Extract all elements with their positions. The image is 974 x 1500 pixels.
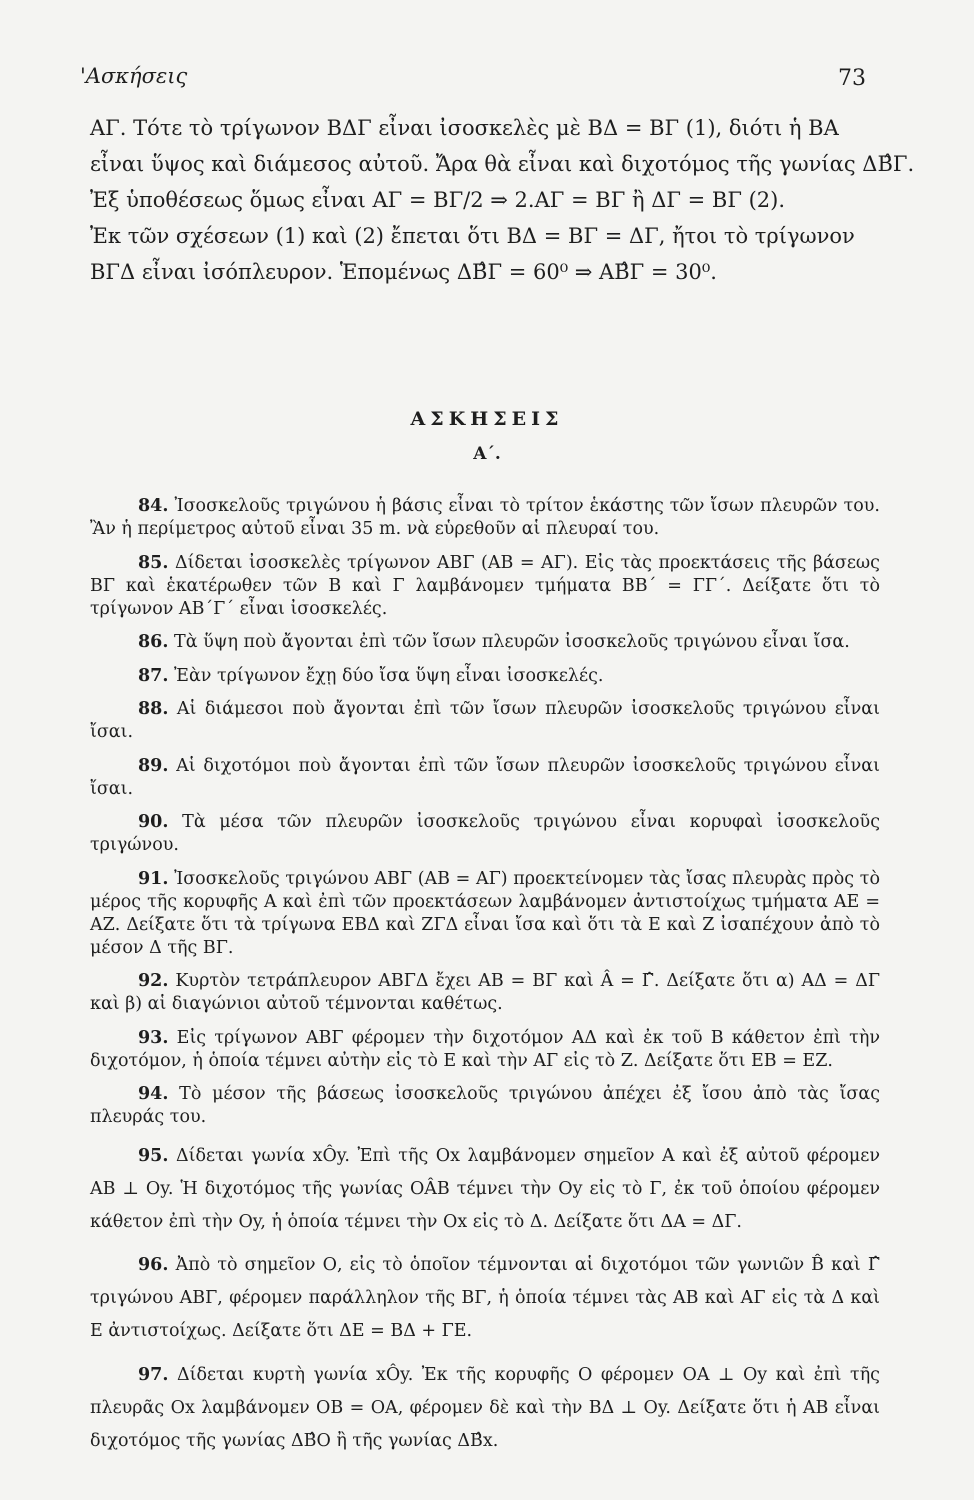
exercise-text: Ἰσοσκελοῦς τριγώνου ΑΒΓ (ΑΒ = ΑΓ) προεκτείνομεν τὰς ἴσας πλευρὰς πρὸς τὸ μέρος τῆς κορυφῆς Α καὶ ἐπὶ τῶν προεκτάσεων λαμβάνομεν ἀντιστοίχως τμήματα ΑΕ = ΑΖ. Δείξατε ὅτι τὰ τρίγωνα ΕΒΔ καὶ ΖΓΔ εἶναι ἴσα καὶ ὅτι τὰ Ε καὶ Ζ ἰσαπέχουν ἀπὸ τὸ μέσον Δ τῆς ΒΓ.: [90, 868, 880, 958]
exercise-number: 84.: [138, 496, 169, 516]
exercise-item: [90, 1359, 880, 1458]
page-number: 73: [838, 66, 866, 91]
exercise-text: Δίδεται ἰσοσκελὲς τρίγωνον ΑΒΓ (ΑΒ = ΑΓ). Εἰς τὰς προεκτάσεις τῆς βάσεως ΒΓ καὶ ἑκατέρωθεν τῶν Β καὶ Γ λαμβάνομεν τμήματα ΒΒ΄ = ΓΓ΄. Δείξατε ὅτι τὸ τρίγωνον ΑΒ΄Γ΄ εἶναι ἰσοσκελές.: [90, 552, 880, 619]
exercise-item: [90, 631, 880, 654]
exercise-text: Τὰ μέσα τῶν πλευρῶν ἰσοσκελοῦς τριγώνου εἶναι κορυφαὶ ἰσοσκελοῦς τριγώνου.: [90, 812, 880, 855]
exercise-number: 97.: [138, 1364, 169, 1385]
section-subtitle: Α΄.: [473, 444, 501, 464]
exercise-item: [90, 698, 880, 744]
exercise-text: Δίδεται κυρτὴ γωνία xÔy. Ἐκ τῆς κορυφῆς Ο φέρομεν ΟΑ ⊥ Οy καὶ ἐπὶ τῆς πλευρᾶς Οx λαμβάνομεν ΟΒ = ΟΑ, φέρομεν δὲ καὶ τὴν ΒΔ ⊥ Οy. Δείξατε ὅτι ἡ ΑΒ εἶναι διχοτόμος τῆς γωνίας ΔΒ̂Ο ἢ τῆς γωνίας ΔΒ̂x.: [90, 1364, 880, 1451]
exercise-text: Αἱ διάμεσοι ποὺ ἄγονται ἐπὶ τῶν ἴσων πλευρῶν ἰσοσκελοῦς τριγώνου εἶναι ἴσαι.: [90, 699, 880, 742]
exercise-list: [90, 495, 880, 1468]
exercise-text: Τὰ ὕψη ποὺ ἄγονται ἐπὶ τῶν ἴσων πλευρῶν ἰσοσκελοῦς τριγώνου εἶναι ἴσα.: [174, 632, 850, 652]
exercise-number: 85.: [138, 552, 169, 573]
exercise-number: 94.: [138, 1084, 169, 1104]
exercise-text: Δίδεται γωνία xÔy. Ἐπὶ τῆς Οx λαμβάνομεν σημεῖον Α καὶ ἐξ αὐτοῦ φέρομεν ΑΒ ⊥ Οy. Ἡ διχοτόμος τῆς γωνίας ΟÂΒ τέμνει τὴν Οy εἰς τὸ Γ, ἐκ τοῦ ὁποίου φέρομεν κάθετον ἐπὶ τὴν Οy, ἡ ὁποία τέμνει τὴν Οx εἰς τὸ Δ. Δείξατε ὅτι ΔΑ = ΔΓ.: [90, 1145, 880, 1232]
exercise-number: 93.: [138, 1027, 169, 1048]
text-line: Ἐξ ὑποθέσεως ὅμως εἶναι ΑΓ = ΒΓ/2 ⇒ 2.ΑΓ = ΒΓ ἢ ΔΓ = ΒΓ (2).: [90, 188, 785, 212]
exercise-item: [90, 755, 880, 801]
exercise-number: 88.: [138, 699, 169, 719]
exercise-number: 92.: [138, 971, 169, 991]
text-line: ΒΓΔ εἶναι ἰσόπλευρον. Ἑπομένως ΔΒ̂Γ = 60⁰ ⇒ ΑΒ̂Γ = 30⁰.: [90, 260, 717, 284]
exercise-text: Εἰς τρίγωνον ΑΒΓ φέρομεν τὴν διχοτόμον ΑΔ καὶ ἐκ τοῦ Β κάθετον ἐπὶ τὴν διχοτόμον, ἡ ὁποία τέμνει αὐτὴν εἰς τὸ Ε καὶ τὴν ΑΓ εἰς τὸ Ζ. Δείξατε ὅτι ΕΒ = ΕΖ.: [90, 1027, 880, 1071]
exercise-item: [90, 868, 880, 960]
exercise-text: Τὸ μέσον τῆς βάσεως ἰσοσκελοῦς τριγώνου ἀπέχει ἐξ ἴσου ἀπὸ τὰς ἴσας πλευράς του.: [90, 1084, 880, 1127]
exercise-text: Ἐὰν τρίγωνον ἔχῃ δύο ἴσα ὕψη εἶναι ἰσοσκελές.: [174, 665, 604, 686]
section-title: ΑΣΚΗΣΕΙΣ: [410, 408, 564, 430]
text-line: Ἐκ τῶν σχέσεων (1) καὶ (2) ἔπεται ὅτι ΒΔ = ΒΓ = ΔΓ, ἤτοι τὸ τρίγωνον: [90, 224, 855, 248]
running-header: 'Ασκήσεις: [80, 64, 188, 88]
exercise-item: [90, 1249, 880, 1348]
exercise-item: [90, 1140, 880, 1239]
exercise-number: 96.: [138, 1255, 169, 1275]
exercise-number: 91.: [138, 868, 169, 889]
text-line: εἶναι ὕψος καὶ διάμεσος αὐτοῦ. Ἄρα θὰ εἶναι καὶ διχοτόμος τῆς γωνίας ΔΒ̂Γ.: [90, 152, 915, 176]
exercise-number: 87.: [138, 665, 169, 686]
exercise-text: Ἰσοσκελοῦς τριγώνου ἡ βάσις εἶναι τὸ τρίτον ἑκάστης τῶν ἴσων πλευρῶν του. Ἂν ἡ περίμετρος αὐτοῦ εἶναι 35 m. νὰ εὑρεθοῦν αἱ πλευραί του.: [90, 496, 880, 539]
exercise-item: [90, 552, 880, 621]
exercise-number: 86.: [138, 632, 169, 652]
exercise-item: [90, 1027, 880, 1073]
solution-continuation: [90, 110, 915, 290]
exercise-item: [90, 811, 880, 857]
exercise-number: 90.: [138, 812, 169, 832]
exercise-item: [90, 1083, 880, 1129]
exercise-item: [90, 970, 880, 1016]
exercise-item: [90, 665, 880, 688]
exercise-text: Ἀπὸ τὸ σημεῖον Ο, εἰς τὸ ὁποῖον τέμνονται αἱ διχοτόμοι τῶν γωνιῶν B̂ καὶ Γ̂ τριγώνου ΑΒΓ, φέρομεν παράλληλον τῆς ΒΓ, ἡ ὁποία τέμνει τὰς ΑΒ καὶ ΑΓ εἰς τὰ Δ καὶ Ε ἀντιστοίχως. Δείξατε ὅτι ΔΕ = ΒΔ + ΓΕ.: [90, 1255, 880, 1341]
exercise-text: Κυρτὸν τετράπλευρον ΑΒΓΔ ἔχει ΑΒ = ΒΓ καὶ Â = Γ̂. Δείξατε ὅτι α) ΑΔ = ΔΓ καὶ β) αἱ διαγώνιοι αὐτοῦ τέμνονται καθέτως.: [90, 971, 880, 1014]
exercise-number: 95.: [138, 1145, 169, 1166]
exercise-number: 89.: [138, 755, 169, 776]
text-line: ΑΓ. Τότε τὸ τρίγωνον ΒΔΓ εἶναι ἰσοσκελὲς μὲ ΒΔ = ΒΓ (1), διότι ἡ ΒΑ: [90, 116, 839, 140]
exercise-item: [90, 495, 880, 541]
exercise-text: Αἱ διχοτόμοι ποὺ ἄγονται ἐπὶ τῶν ἴσων πλευρῶν ἰσοσκελοῦς τριγώνου εἶναι ἴσαι.: [90, 755, 880, 799]
